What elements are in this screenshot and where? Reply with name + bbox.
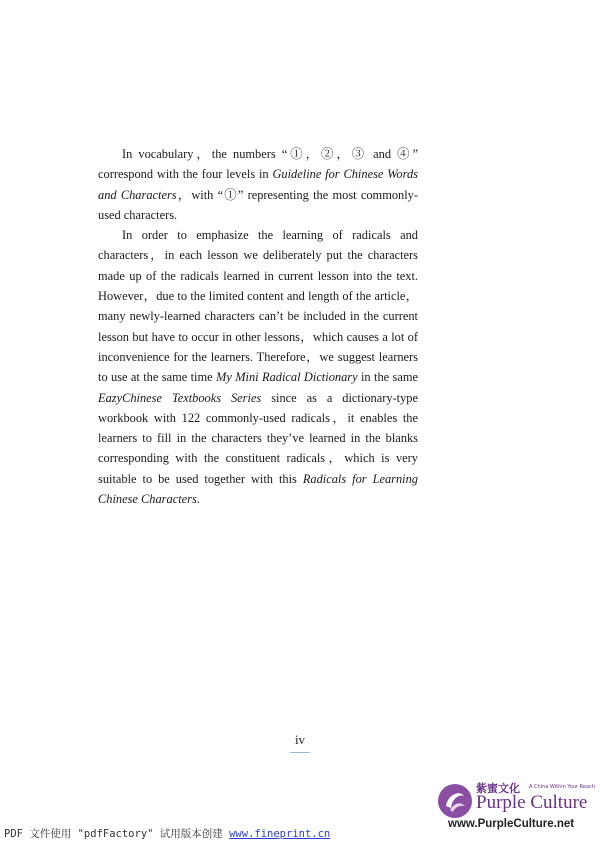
text-span: In order to emphasize the learning of radicals and characters，in each lesson we deliberately put the characters made up of the radicals learned in current lesson into the text. However，due to the limited content and length of the article，many newly-learned characters can’t be included in the current lesson but have to occur in other lessons，which causes a lot of inconvenience for the learners. Therefore，we suggest learners to use at the same time — [98, 228, 418, 385]
watermark-link[interactable]: www.fineprint.cn — [229, 828, 331, 840]
logo-slogan: A China Within Your Reach — [529, 784, 595, 790]
pdf-watermark-footer — [4, 826, 330, 841]
series-title: EazyChinese Textbooks Series — [98, 390, 262, 405]
logo-url[interactable]: www.PurpleCulture.net — [448, 818, 575, 830]
page-number-underline — [290, 752, 310, 753]
paragraph-radical-learning — [98, 225, 418, 509]
body-text — [98, 144, 418, 509]
text-span: . — [196, 492, 200, 507]
text-span: since as a dictionary-type workbook with 122 commonly-used radicals，it enables the learners to fill in the characters they’ve learned in the blanks corresponding with the constituent radicals，which is very suitable to be used together with this — [98, 390, 418, 486]
text-span: in the same — [357, 370, 418, 385]
purple-culture-emblem-icon — [436, 782, 474, 820]
logo-brand-name: Purple Culture — [476, 792, 588, 813]
page-number: iv — [294, 732, 306, 747]
paragraph-vocabulary-levels — [98, 144, 418, 225]
logo-chinese-name: 紫蜜文化 — [476, 782, 520, 795]
watermark-text: PDF 文件使用 "pdfFactory" 试用版本创建 — [4, 828, 230, 840]
text-span: ，with “①” representing the most commonly-used characters. — [98, 187, 418, 222]
book-title: Guideline for Chinese Words and Characters — [98, 167, 418, 202]
book-title: Radicals for Learning Chinese Characters — [98, 471, 419, 507]
text-span: In vocabulary，the numbers “①，②，③ and ④” correspond with the four levels in — [98, 147, 418, 182]
book-title: My Mini Radical Dictionary — [216, 370, 358, 385]
purple-culture-logo — [436, 780, 596, 836]
